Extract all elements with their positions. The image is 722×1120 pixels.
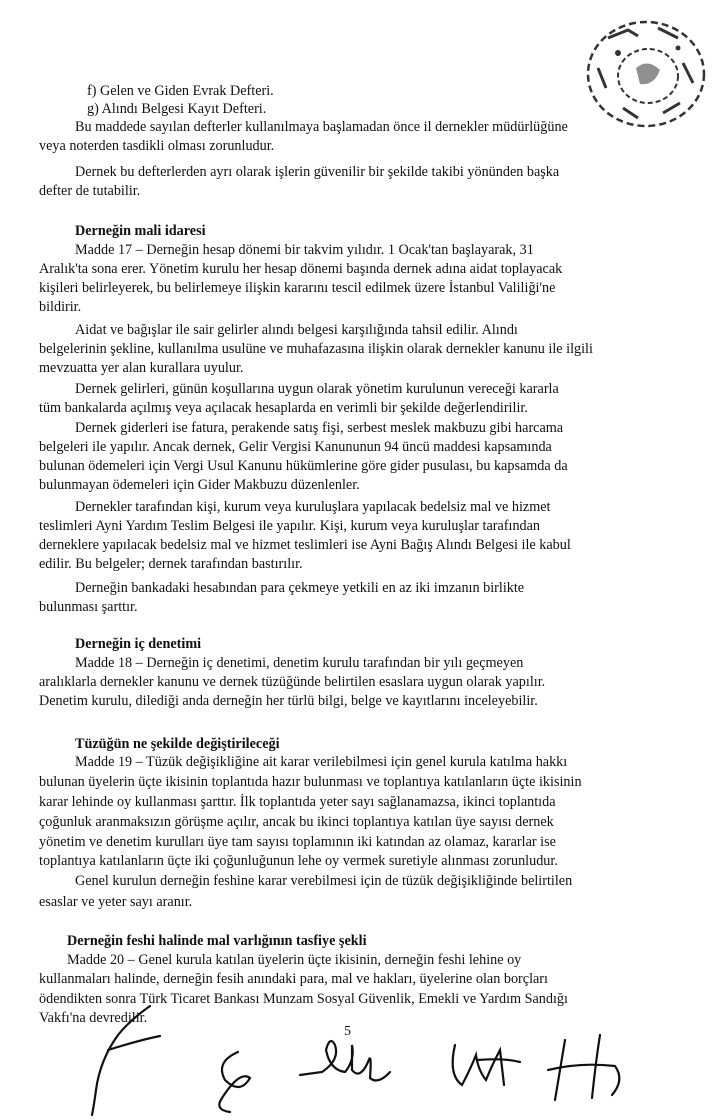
text-line: kişileri belirleyerek, bu belirlemeye ilişkin kararını tescil edilmek üzere İstanbul Valiliği'ne [39, 280, 556, 296]
text-line: Madde 19 – Tüzük değişikliğine ait karar verilebilmesi için genel kurula katılma hakkı [75, 754, 568, 770]
text-line: Derneğin bankadaki hesabından para çekmeye yetkili en az iki imzanın birlikte [75, 580, 525, 596]
text-line: bulunması şarttır. [39, 599, 138, 615]
text-line: mevzuatta yer alan kurallara uyulur. [39, 360, 244, 376]
text-line: Madde 17 – Derneğin hesap dönemi bir takvim yılıdır. 1 Ocak'tan başlayarak, 31 [75, 242, 534, 258]
text-line: defter de tutabilir. [39, 183, 141, 199]
text-line: Vakfı'na devredilir. [39, 1010, 148, 1026]
section-heading: Derneğin mali idaresi [75, 223, 206, 239]
text-line: bulunan üyelerin üçte ikisinin toplantıda hazır bulunması ve toplantıya katılanların üçte ikisinin [39, 774, 582, 790]
section-heading: Derneğin iç denetimi [75, 636, 202, 652]
text-line: belgelerinin şekline, kullanılma usulüne ve muhafazasına ilişkin olarak dernekler kanunu ile ilgili [39, 341, 593, 357]
text-line: teslimleri Ayni Yardım Teslim Belgesi ile yapılır. Kişi, kurum veya kuruluşlar tarafından [39, 518, 541, 534]
text-line: Bu maddede sayılan defterler kullanılmaya başlamadan önce il dernekler müdürlüğüne [75, 119, 568, 135]
text-line: belgeleri ile yapılır. Ancak dernek, Gelir Vergisi Kanununun 94 üncü maddesi kapsamında [39, 439, 552, 455]
text-line: tüm bankalarda açılmış veya açılacak hesaplarda en verimli bir şekilde değerlendirilir. [39, 400, 528, 416]
text-line: derneklere yapılacak bedelsiz mal ve hizmet teslimleri ise Ayni Bağış Alındı Belgesi ile kabul [39, 537, 571, 553]
text-line: çoğunluk aranmaksızın görüşme açılır, ancak bu ikinci toplantıya katılan üye sayısı dernek [39, 814, 554, 830]
text-line: kullanmaları halinde, derneğin fesih anındaki para, mal ve hakları, üyelerine olan borçları [39, 971, 548, 987]
text-line: bulunan ödemeleri için Vergi Usul Kanunu hükümlerine göre gider pusulası, bu kapsamda da [39, 458, 568, 474]
text-line: ödendikten sonra Türk Ticaret Bankası Munzam Sosyal Güvenlik, Emekli ve Yardım Sandığı [39, 991, 568, 1007]
text-line: toplantıya katılanların üçte iki çoğunluğunun lehe oy vermek suretiyle alınması zorunludur. [39, 853, 558, 869]
text-line: Aralık'ta sona erer. Yönetim kurulu her hesap dönemi başında dernek adına aidat toplayacak [39, 261, 563, 277]
text-line: Aidat ve bağışlar ile sair gelirler alındı belgesi karşılığında tahsil edilir. Alındı [75, 322, 518, 338]
text-line: karar lehinde oy kullanması şarttır. İlk toplantıda yeter sayı sağlanamazsa, ikinci toplantıda [39, 794, 556, 810]
text-line: edilir. Bu belgeler; dernek tarafından bastırılır. [39, 556, 303, 572]
text-line: Dernekler tarafından kişi, kurum veya kuruluşlara yapılacak bedelsiz mal ve hizmet [75, 499, 551, 515]
text-line: g) Alındı Belgesi Kayıt Defteri. [87, 101, 267, 117]
text-line: bulunmayan ödemeleri için Gider Makbuzu düzenlenler. [39, 477, 360, 493]
text-line: aralıklarla dernekler kanunu ve dernek tüzüğünde belirtilen esaslara uygun olarak yapılır. [39, 674, 546, 690]
text-line: bildirir. [39, 299, 82, 315]
text-line: Dernek gelirleri, günün koşullarına uygun olarak yönetim kurulunun vereceği kararla [75, 381, 559, 397]
text-line: Dernek giderleri ise fatura, perakende satış fişi, serbest meslek makbuzu gibi harcama [75, 420, 564, 436]
text-line: Dernek bu defterlerden ayrı olarak işlerin güvenilir bir şekilde takibi yönünden başka [75, 164, 560, 180]
section-heading: Tüzüğün ne şekilde değiştirileceği [75, 736, 280, 752]
text-line: f) Gelen ve Giden Evrak Defteri. [87, 83, 274, 99]
page-number: 5 [344, 1024, 351, 1039]
text-line: yönetim ve denetim kurulları üye tam sayısı toplamının iki katından az olamaz, kararlar ise [39, 834, 556, 850]
text-line: Denetim kurulu, dilediği anda derneğin her türlü bilgi, belge ve kayıtlarını inceleyebilir. [39, 693, 538, 709]
text-line: esaslar ve yeter sayı aranır. [39, 894, 193, 910]
text-line: Madde 18 – Derneğin iç denetimi, denetim kurulu tarafından bir yılı geçmeyen [75, 655, 524, 671]
text-line: veya noterden tasdikli olması zorunludur. [39, 138, 275, 154]
section-heading: Derneğin feshi halinde mal varlığının tasfiye şekli [67, 933, 367, 949]
text-line: Genel kurulun derneğin feshine karar verebilmesi için de tüzük değişikliğinde belirtilen [75, 873, 573, 889]
text-line: Madde 20 – Genel kurula katılan üyelerin üçte ikisinin, derneğin feshi lehine oy [67, 952, 522, 968]
